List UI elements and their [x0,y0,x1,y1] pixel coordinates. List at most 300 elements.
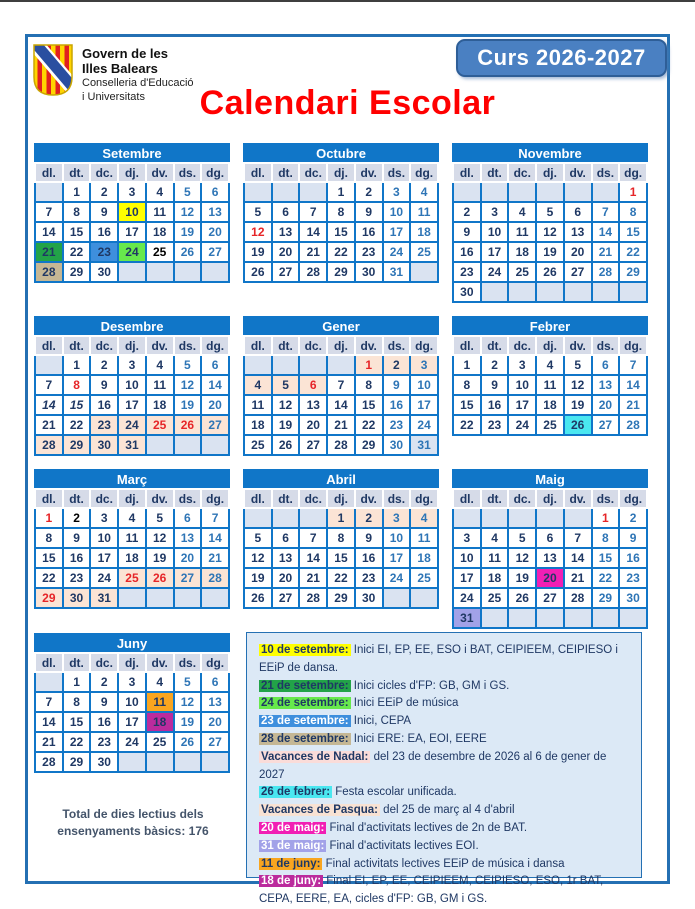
org-line: i Universitats [82,91,145,103]
day-cell: 11 [244,395,272,415]
week-row [453,355,647,375]
legend-item [259,713,631,731]
day-cell: 14 [35,712,63,732]
day-cell: 19 [174,222,202,242]
day-cell: 31 [90,588,118,608]
day-cell: 30 [383,435,411,455]
day-cell: 4 [146,182,174,202]
weekday-label: dv. [146,336,174,355]
weekday-header-row [453,336,647,355]
day-cell: 9 [90,375,118,395]
week-row [244,568,438,588]
day-cell: 5 [508,528,536,548]
day-cell [272,182,300,202]
weekday-label: dt. [272,163,300,182]
day-cell: 28 [327,435,355,455]
day-cell: 3 [90,508,118,528]
day-cell: 5 [244,528,272,548]
day-cell: 24 [118,732,146,752]
day-cell [592,608,620,628]
day-cell: 26 [174,732,202,752]
day-cell [536,182,564,202]
month-maig [452,469,648,629]
day-cell: 17 [508,395,536,415]
weekday-label: dt. [63,163,91,182]
day-cell: 13 [592,375,620,395]
month-octubre [243,143,439,283]
month-title: Febrer [453,317,647,336]
weekday-label: ds. [592,336,620,355]
total-note-line: Total de dies lectius dels [62,807,204,821]
day-cell: 23 [383,415,411,435]
legend-key: 28 de setembre: [261,732,349,745]
day-cell: 1 [453,355,481,375]
day-cell: 28 [564,588,592,608]
day-cell: 29 [327,588,355,608]
weekday-header-row [35,336,229,355]
weekday-label: dt. [63,653,91,672]
day-cell: 20 [299,415,327,435]
day-cell: 28 [35,752,63,772]
weekday-label: ds. [383,489,411,508]
legend-text: Festa escolar unificada. [332,786,457,799]
day-cell: 1 [619,182,647,202]
day-cell [564,282,592,302]
day-cell: 30 [90,262,118,282]
week-row [35,435,229,455]
week-row [453,222,647,242]
weekday-label: dv. [564,489,592,508]
weekday-label: dc. [508,163,536,182]
day-cell: 23 [63,568,91,588]
weekday-label: dl. [35,653,63,672]
day-cell [536,608,564,628]
weekday-header-row [35,653,229,672]
day-cell [508,508,536,528]
day-cell: 12 [508,548,536,568]
day-cell: 15 [35,548,63,568]
week-row [244,182,438,202]
day-cell: 24 [90,568,118,588]
weekday-label: dj. [536,336,564,355]
day-cell: 8 [35,528,63,548]
day-cell: 14 [619,375,647,395]
day-cell: 3 [383,182,411,202]
weekday-label: dg. [410,336,438,355]
day-cell: 21 [564,568,592,588]
weekday-label: dv. [355,336,383,355]
day-cell [453,508,481,528]
day-cell: 27 [174,568,202,588]
day-cell: 15 [619,222,647,242]
day-cell: 22 [355,415,383,435]
weekday-label: ds. [174,653,202,672]
day-cell: 7 [619,355,647,375]
day-cell: 29 [355,435,383,455]
weekday-header-row [35,163,229,182]
day-cell: 23 [355,242,383,262]
day-cell: 16 [481,395,509,415]
day-cell: 29 [63,752,91,772]
day-cell: 29 [63,435,91,455]
weekday-label: dc. [90,163,118,182]
weekday-label: dc. [90,653,118,672]
legend-box [246,632,642,906]
day-cell: 12 [146,528,174,548]
day-cell: 24 [383,568,411,588]
weekday-label: dt. [272,336,300,355]
day-cell: 5 [564,355,592,375]
day-cell: 13 [174,528,202,548]
day-cell: 13 [536,548,564,568]
week-row [35,588,229,608]
day-cell [118,588,146,608]
weekday-label: dt. [481,489,509,508]
day-cell: 27 [201,242,229,262]
legend-item [259,856,631,874]
day-cell [383,588,411,608]
day-cell: 2 [90,182,118,202]
legend-key: 18 de juny: [261,875,322,888]
week-row [244,528,438,548]
day-cell: 5 [146,508,174,528]
legend-text: Inici EEiP de música [350,697,459,710]
day-cell: 23 [453,262,481,282]
day-cell: 16 [355,222,383,242]
day-cell [508,608,536,628]
day-cell: 10 [118,692,146,712]
month-novembre [452,143,648,303]
day-cell: 15 [453,395,481,415]
day-cell: 21 [299,242,327,262]
weekday-header-row [35,489,229,508]
weekday-header-row [453,489,647,508]
day-cell: 7 [35,375,63,395]
day-cell: 5 [174,672,202,692]
day-cell [174,588,202,608]
day-cell: 22 [63,242,91,262]
day-cell: 23 [90,242,118,262]
weekday-label: ds. [174,336,202,355]
page-title: Calendari Escolar [199,84,496,122]
day-cell: 13 [272,222,300,242]
week-row [35,395,229,415]
day-cell: 3 [118,182,146,202]
weekday-label: ds. [383,336,411,355]
day-cell: 25 [536,415,564,435]
day-cell: 2 [355,508,383,528]
day-cell: 10 [383,202,411,222]
day-cell: 17 [383,222,411,242]
day-cell: 18 [536,395,564,415]
weekday-label: dc. [508,489,536,508]
day-cell: 3 [118,355,146,375]
day-cell: 1 [63,355,91,375]
weekday-header-row [244,489,438,508]
day-cell: 9 [481,375,509,395]
day-cell: 29 [63,262,91,282]
day-cell: 2 [90,355,118,375]
day-cell: 5 [174,182,202,202]
week-row [35,712,229,732]
day-cell: 14 [35,222,63,242]
day-cell: 30 [90,435,118,455]
day-cell: 3 [481,202,509,222]
day-cell: 12 [174,202,202,222]
day-cell: 20 [272,242,300,262]
day-cell: 15 [63,712,91,732]
day-cell: 8 [453,375,481,395]
day-cell [410,262,438,282]
weekday-label: dg. [201,336,229,355]
day-cell: 11 [410,202,438,222]
day-cell: 21 [35,732,63,752]
day-cell [299,508,327,528]
day-cell: 4 [508,202,536,222]
day-cell: 7 [564,528,592,548]
day-cell: 28 [201,568,229,588]
day-cell: 10 [453,548,481,568]
legend-key: Vacances de Nadal: [261,750,369,763]
weekday-header-row [244,336,438,355]
day-cell [453,182,481,202]
day-cell: 19 [272,415,300,435]
day-cell: 26 [244,262,272,282]
weekday-label: ds. [592,489,620,508]
day-cell: 4 [244,375,272,395]
day-cell: 9 [355,528,383,548]
weekday-label: dg. [410,163,438,182]
weekday-label: dc. [299,336,327,355]
day-cell: 6 [592,355,620,375]
day-cell: 10 [118,375,146,395]
legend-item [259,695,631,713]
day-cell: 27 [201,415,229,435]
day-cell [35,182,63,202]
day-cell: 8 [63,202,91,222]
day-cell: 2 [90,672,118,692]
day-cell: 15 [327,548,355,568]
day-cell [508,182,536,202]
day-cell: 12 [272,395,300,415]
day-cell: 20 [201,222,229,242]
day-cell: 25 [244,435,272,455]
weekday-label: dv. [355,163,383,182]
legend-key: 26 de febrer: [261,786,331,799]
day-cell [244,355,272,375]
day-cell: 15 [63,395,91,415]
week-row [35,508,229,528]
day-cell: 16 [383,395,411,415]
day-cell: 8 [355,375,383,395]
day-cell: 20 [272,568,300,588]
weekday-label: dl. [453,489,481,508]
day-cell: 11 [536,375,564,395]
day-cell: 17 [118,395,146,415]
legend-text: Final EI, EP, EE, CEIPIEEM, CEIPIESO, ESO, 1r BAT, CEPA, EERE, EA, cicles d'FP: GB, GM i GS. [259,875,604,906]
day-cell: 16 [90,395,118,415]
day-cell: 26 [174,242,202,262]
weekday-label: dj. [118,653,146,672]
day-cell: 21 [327,415,355,435]
legend-text: del 25 de març al 4 d'abril [379,804,515,817]
day-cell: 15 [63,222,91,242]
day-cell [481,608,509,628]
day-cell: 13 [201,692,229,712]
day-cell: 31 [453,608,481,628]
day-cell: 28 [35,262,63,282]
day-cell: 18 [410,548,438,568]
week-row [244,355,438,375]
total-note-line: ensenyaments bàsics: 176 [57,824,209,838]
legend-text: Final activitats lectives EEiP de música i dansa [322,857,565,870]
day-cell: 18 [146,712,174,732]
day-cell: 3 [118,672,146,692]
day-cell: 19 [244,242,272,262]
day-cell: 18 [244,415,272,435]
weekday-label: ds. [383,163,411,182]
day-cell: 15 [355,395,383,415]
day-cell: 23 [90,415,118,435]
weekday-label: dc. [90,336,118,355]
org-line: Illes Balears [82,61,158,76]
day-cell: 20 [174,548,202,568]
day-cell: 14 [592,222,620,242]
week-row [35,528,229,548]
day-cell: 25 [410,242,438,262]
day-cell: 22 [453,415,481,435]
day-cell [564,508,592,528]
day-cell: 3 [508,355,536,375]
day-cell: 7 [299,202,327,222]
day-cell: 1 [35,508,63,528]
course-year-badge: Curs 2026-2027 [456,39,667,77]
weekday-label: dv. [355,489,383,508]
day-cell [174,752,202,772]
month-marc [34,469,230,609]
weekday-label: dc. [90,489,118,508]
legend-key: Vacances de Pasqua: [261,804,378,817]
day-cell: 7 [592,202,620,222]
day-cell: 26 [272,435,300,455]
week-row [244,242,438,262]
day-cell: 20 [592,395,620,415]
month-title: Juny [35,634,229,653]
day-cell: 11 [146,692,174,712]
weekday-label: ds. [592,163,620,182]
weekday-label: dt. [63,489,91,508]
day-cell: 11 [410,528,438,548]
weekday-label: dl. [453,336,481,355]
day-cell: 7 [201,508,229,528]
month-title: Gener [244,317,438,336]
day-cell: 4 [118,508,146,528]
weekday-label: dl. [35,163,63,182]
day-cell: 13 [299,395,327,415]
weekday-label: dt. [481,163,509,182]
day-cell: 19 [244,568,272,588]
weekday-label: dt. [481,336,509,355]
weekday-label: dl. [35,489,63,508]
day-cell: 9 [90,692,118,712]
week-row [453,182,647,202]
day-cell: 16 [619,548,647,568]
day-cell: 23 [90,732,118,752]
day-cell: 30 [619,588,647,608]
day-cell: 28 [35,435,63,455]
legend-key: 10 de setembre: [261,644,349,656]
week-row [35,182,229,202]
day-cell: 5 [174,355,202,375]
day-cell: 21 [35,242,63,262]
day-cell: 22 [592,568,620,588]
day-cell: 10 [383,528,411,548]
day-cell: 17 [453,568,481,588]
org-line: Govern de les [82,46,168,61]
day-cell: 3 [410,355,438,375]
day-cell: 6 [299,375,327,395]
month-title: Setembre [35,144,229,163]
day-cell: 25 [118,568,146,588]
week-row [453,242,647,262]
legend-text: Final d'activitats lectives de 2n de BAT. [326,821,528,834]
weekday-label: dt. [63,336,91,355]
day-cell: 12 [174,692,202,712]
month-title: Març [35,470,229,489]
week-row [244,202,438,222]
month-title: Abril [244,470,438,489]
day-cell: 4 [410,182,438,202]
day-cell: 9 [383,375,411,395]
day-cell: 2 [383,355,411,375]
day-cell: 30 [355,262,383,282]
legend-text: Inici EI, EP, EE, ESO i BAT, CEIPIEEM, CEIPIESO i EEiP de dansa. [259,644,618,674]
weekday-label: dg. [619,163,647,182]
day-cell: 27 [564,262,592,282]
legend-key: 31 de maig: [261,839,325,852]
day-cell [327,355,355,375]
legend-item [259,749,631,785]
day-cell: 14 [201,375,229,395]
legend-item [259,731,631,749]
week-row [453,528,647,548]
day-cell: 4 [146,672,174,692]
day-cell: 26 [146,568,174,588]
day-cell: 24 [118,242,146,262]
day-cell [592,282,620,302]
weekday-label: dv. [564,163,592,182]
day-cell: 30 [355,588,383,608]
day-cell: 14 [201,528,229,548]
weekday-label: dv. [146,489,174,508]
day-cell: 15 [592,548,620,568]
weekday-label: dg. [410,489,438,508]
weekday-label: dl. [453,163,481,182]
day-cell: 18 [146,395,174,415]
day-cell: 24 [118,415,146,435]
day-cell [174,262,202,282]
day-cell: 25 [410,568,438,588]
day-cell: 14 [327,395,355,415]
day-cell [201,588,229,608]
legend-key: 21 de setembre: [261,679,349,692]
day-cell: 25 [146,242,174,262]
weekday-label: dj. [536,489,564,508]
day-cell: 4 [481,528,509,548]
day-cell: 27 [536,588,564,608]
day-cell: 22 [327,568,355,588]
day-cell: 17 [383,548,411,568]
